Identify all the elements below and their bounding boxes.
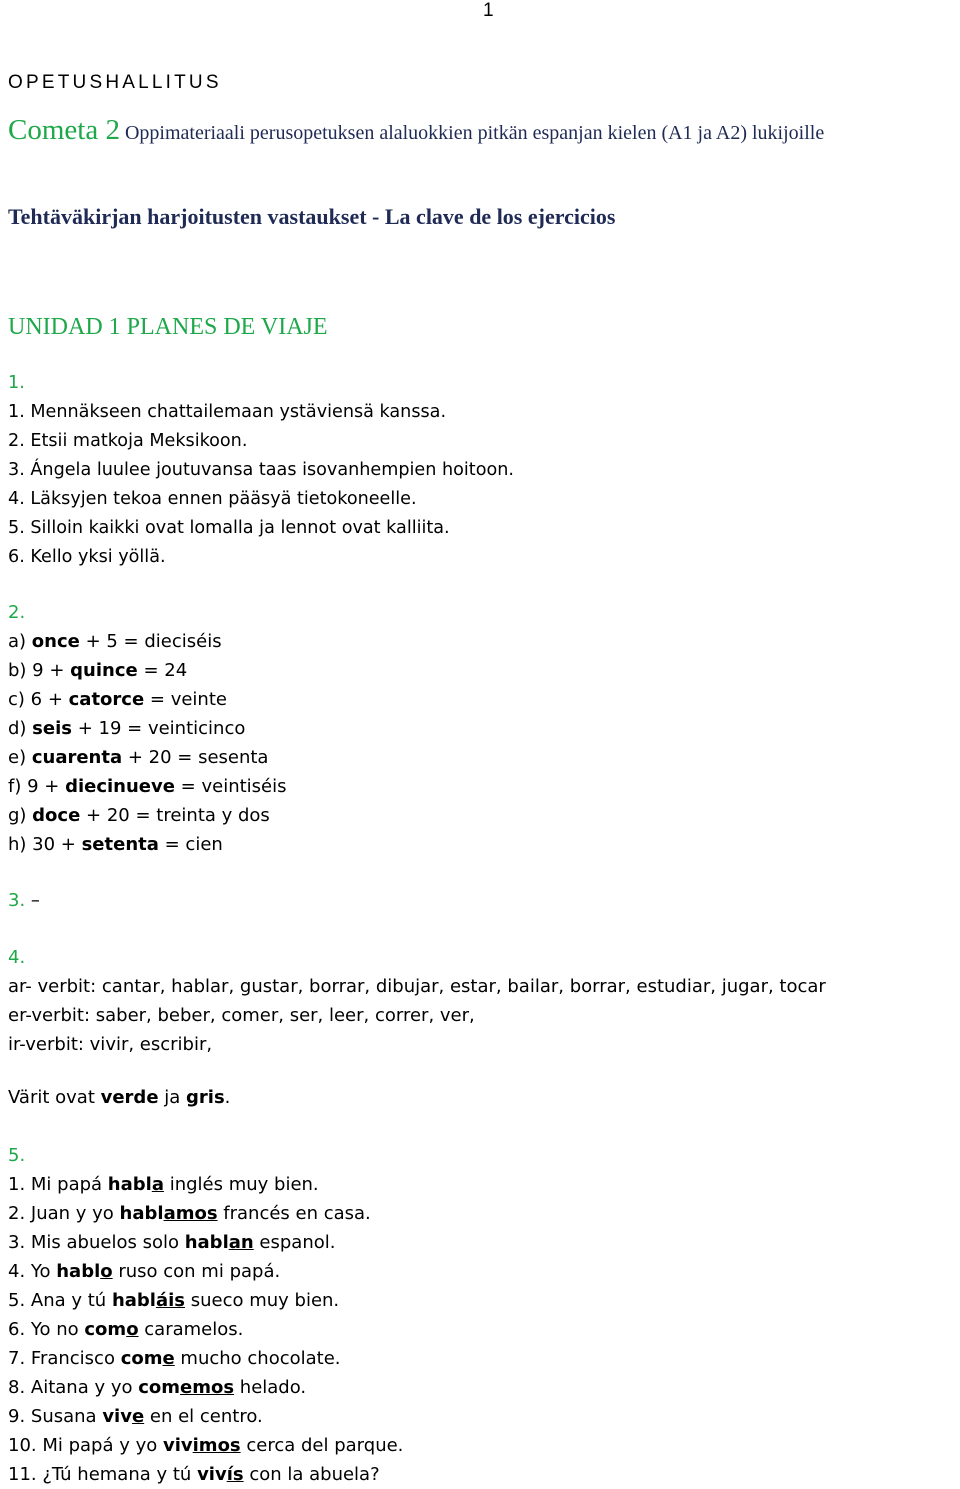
verb-form: como bbox=[84, 1319, 139, 1340]
answer-line: h) 30 + setenta = cien bbox=[8, 834, 223, 855]
document-title bbox=[8, 114, 824, 147]
answer-line: Värit ovat verde ja gris. bbox=[8, 1087, 231, 1108]
verb-form: hablan bbox=[184, 1232, 254, 1253]
exercise-2 bbox=[8, 598, 948, 859]
page-number: 1 bbox=[483, 0, 494, 21]
verb-form: vivimos bbox=[163, 1435, 241, 1456]
verb-ending: an bbox=[228, 1232, 254, 1253]
exercise-4 bbox=[8, 943, 948, 1059]
dash: – bbox=[30, 890, 40, 911]
answer-line: c) 6 + catorce = veinte bbox=[8, 689, 227, 710]
title-description: Oppimateriaali perusopetuksen alaluokkien pitkän espanjan kielen (A1 ja A2) lukijoille bbox=[124, 122, 825, 144]
exercise-number: 1. bbox=[8, 373, 25, 393]
answer-line: 9. Susana vive en el centro. bbox=[8, 1406, 263, 1427]
verb-form: come bbox=[120, 1348, 175, 1369]
exercise-number: 5. bbox=[8, 1145, 26, 1166]
verb-ending: o bbox=[126, 1319, 139, 1340]
answer-line: 4. Läksyjen tekoa ennen pääsyä tietokoneelle. bbox=[8, 489, 417, 509]
answer-line: 5. Silloin kaikki ovat lomalla ja lennot ovat kalliita. bbox=[8, 518, 450, 538]
exercise-number: 2. bbox=[8, 602, 26, 623]
answer-line: e) cuarenta + 20 = sesenta bbox=[8, 747, 269, 768]
verb-ending: e bbox=[131, 1406, 145, 1427]
answer-line: d) seis + 19 = veinticinco bbox=[8, 718, 246, 739]
answer-line: er-verbit: saber, beber, comer, ser, leer, correr, ver, bbox=[8, 1005, 475, 1026]
answer-line: b) 9 + quince = 24 bbox=[8, 660, 188, 681]
verb-ending: imos bbox=[192, 1435, 241, 1456]
answer-line: 6. Yo no como caramelos. bbox=[8, 1319, 244, 1340]
verb-ending: o bbox=[100, 1261, 113, 1282]
answer-line: 10. Mi papá y yo vivimos cerca del parque. bbox=[8, 1435, 404, 1456]
verb-ending: emos bbox=[180, 1377, 235, 1398]
verb-ending: a bbox=[151, 1174, 164, 1195]
verb-form: comemos bbox=[138, 1377, 235, 1398]
verb-form: hablo bbox=[56, 1261, 113, 1282]
verb-ending: ís bbox=[226, 1464, 244, 1485]
exercise-3 bbox=[8, 886, 948, 915]
answer-line: 5. Ana y tú habláis sueco muy bien. bbox=[8, 1290, 340, 1311]
colors-answer bbox=[8, 1083, 948, 1112]
verb-ending: amos bbox=[163, 1203, 218, 1224]
answer-line: 1. Mi papá habla inglés muy bien. bbox=[8, 1174, 319, 1195]
organization-name: OPETUSHALLITUS bbox=[8, 72, 222, 93]
answer-line: 2. Juan y yo hablamos francés en casa. bbox=[8, 1203, 371, 1224]
exercise-5 bbox=[8, 1141, 948, 1489]
answer-line: g) doce + 20 = treinta y dos bbox=[8, 805, 270, 826]
brand-name: Cometa 2 bbox=[8, 114, 120, 146]
answer-line: f) 9 + diecinueve = veintiséis bbox=[8, 776, 287, 797]
verb-ending: áis bbox=[155, 1290, 185, 1311]
verb-form: habláis bbox=[111, 1290, 185, 1311]
verb-form: vive bbox=[102, 1406, 145, 1427]
answer-line: 6. Kello yksi yöllä. bbox=[8, 547, 166, 567]
answer-line: 11. ¿Tú hemana y tú vivís con la abuela? bbox=[8, 1464, 380, 1485]
document-subtitle: Tehtäväkirjan harjoitusten vastaukset - La clave de los ejercicios bbox=[8, 204, 616, 229]
exercise-number: 4. bbox=[8, 947, 26, 968]
unit-title: UNIDAD 1 PLANES DE VIAJE bbox=[8, 314, 328, 340]
answer-line: 3. Ángela luulee joutuvansa taas isovanhempien hoitoon. bbox=[8, 460, 514, 480]
verb-form: habla bbox=[107, 1174, 164, 1195]
answer-line: ar- verbit: cantar, hablar, gustar, borrar, dibujar, estar, bailar, borrar, estudiar, jugar, tocar bbox=[8, 976, 826, 997]
answer-line: 7. Francisco come mucho chocolate. bbox=[8, 1348, 341, 1369]
verb-form: hablamos bbox=[119, 1203, 218, 1224]
exercise-number: 3. bbox=[8, 890, 26, 911]
answer-line: 4. Yo hablo ruso con mi papá. bbox=[8, 1261, 281, 1282]
answer-line: 2. Etsii matkoja Meksikoon. bbox=[8, 431, 248, 451]
answer-line: a) once + 5 = dieciséis bbox=[8, 631, 222, 652]
answer-line: ir-verbit: vivir, escribir, bbox=[8, 1034, 213, 1055]
verb-form: vivís bbox=[197, 1464, 244, 1485]
exercise-1 bbox=[8, 369, 948, 572]
answer-line: 8. Aitana y yo comemos helado. bbox=[8, 1377, 307, 1398]
verb-ending: e bbox=[162, 1348, 175, 1369]
answer-line: 3. Mis abuelos solo hablan espanol. bbox=[8, 1232, 336, 1253]
answer-line: 1. Mennäkseen chattailemaan ystäviensä kanssa. bbox=[8, 402, 447, 422]
